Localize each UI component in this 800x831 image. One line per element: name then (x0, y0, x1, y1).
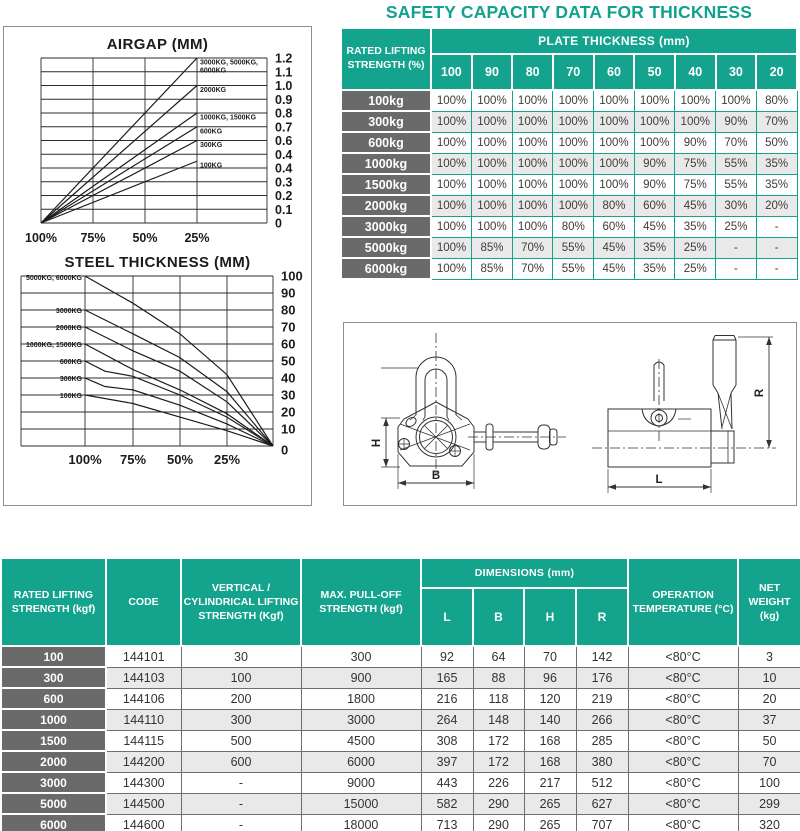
safety-capacity-cell: 70% (716, 132, 757, 153)
spec-value-cell: 600 (181, 751, 301, 772)
safety-capacity-cell: 55% (553, 237, 594, 258)
safety-table-row (341, 132, 797, 153)
spec-value-cell: 3000 (301, 709, 421, 730)
safety-table-row (341, 237, 797, 258)
thickness-col-header: 90 (472, 54, 513, 90)
airgap-series-label: 300KG (199, 142, 222, 149)
safety-capacity-cell: 90% (634, 153, 675, 174)
chart-text: 0.3 (274, 175, 292, 190)
spec-value-cell: 144101 (106, 646, 181, 667)
dim-label-l: L (655, 474, 663, 486)
spec-value-cell: 142 (576, 646, 628, 667)
safety-capacity-cell: 100% (553, 90, 594, 111)
spec-value-cell: 264 (421, 709, 473, 730)
chart-text: 0.4 (274, 161, 292, 176)
spec-table-row (1, 772, 800, 793)
safety-row-label: 1000kg (341, 153, 431, 174)
safety-table-row (341, 111, 797, 132)
spec-row-label: 1000 (1, 709, 106, 730)
spec-table-row (1, 688, 800, 709)
dimension-col-header: L (421, 588, 473, 646)
safety-capacity-cell: 100% (594, 90, 635, 111)
safety-capacity-cell: 60% (634, 195, 675, 216)
safety-capacity-cell: 25% (716, 216, 757, 237)
spec-value-cell: 50 (738, 730, 800, 751)
dim-label-r: R (754, 388, 766, 398)
spec-row-label: 3000 (1, 772, 106, 793)
safety-row-label: 1500kg (341, 174, 431, 195)
safety-capacity-cell: 100% (594, 153, 635, 174)
safety-capacity-cell: 55% (716, 174, 757, 195)
safety-capacity-cell: 100% (431, 132, 472, 153)
spec-value-cell: 300 (181, 709, 301, 730)
airgap-chart (5, 53, 311, 249)
safety-row-label: 600kg (341, 132, 431, 153)
spec-value-cell: 15000 (301, 793, 421, 814)
front-view-drawing (381, 333, 566, 477)
page-title: SAFETY CAPACITY DATA FOR THICKNESS (385, 2, 753, 22)
safety-capacity-cell: 45% (594, 237, 635, 258)
dimension-col-header: B (473, 588, 524, 646)
safety-capacity-cell: 100% (472, 195, 513, 216)
spec-table-row (1, 730, 800, 751)
steel-chart-title: STEEL THICKNESS (MM) (64, 254, 251, 271)
spec-value-cell: 285 (576, 730, 628, 751)
spec-value-cell: 144110 (106, 709, 181, 730)
safety-row-label: 3000kg (341, 216, 431, 237)
chart-text: 100 (280, 271, 303, 284)
safety-group-header: PLATE THICKNESS (mm) (431, 28, 797, 54)
spec-value-cell: 172 (473, 751, 524, 772)
safety-capacity-cell: 60% (594, 216, 635, 237)
safety-header-row-1 (341, 28, 797, 54)
spec-value-cell: 144115 (106, 730, 181, 751)
spec-value-cell: <80°C (628, 772, 738, 793)
spec-header-dimensions: DIMENSIONS (mm) (421, 558, 628, 588)
spec-value-cell: 300 (301, 646, 421, 667)
safety-corner-header: RATED LIFTING STRENGTH (%) (341, 28, 431, 90)
safety-capacity-cell: 85% (472, 237, 513, 258)
spec-value-cell: 900 (301, 667, 421, 688)
safety-capacity-cell: 100% (431, 153, 472, 174)
spec-value-cell: 299 (738, 793, 800, 814)
safety-capacity-cell: 100% (431, 174, 472, 195)
chart-text: 70 (280, 319, 295, 335)
spec-value-cell: 290 (473, 793, 524, 814)
spec-value-cell: 144300 (106, 772, 181, 793)
spec-value-cell: 148 (473, 709, 524, 730)
spec-table-row (1, 646, 800, 667)
spec-value-cell: 1800 (301, 688, 421, 709)
chart-text: 1.2 (274, 53, 292, 66)
safety-capacity-cell: 100% (634, 132, 675, 153)
steel-series-label: 100KG (59, 393, 82, 400)
specification-table (0, 557, 800, 831)
thickness-col-header: 30 (716, 54, 757, 90)
spec-table-row (1, 814, 800, 831)
spec-value-cell: 217 (524, 772, 576, 793)
safety-table-row (341, 174, 797, 195)
safety-capacity-cell: 100% (634, 90, 675, 111)
spec-value-cell: 18000 (301, 814, 421, 831)
safety-capacity-cell: 35% (675, 216, 716, 237)
safety-capacity-cell: 30% (716, 195, 757, 216)
spec-row-label: 2000 (1, 751, 106, 772)
chart-text: 0 (280, 442, 288, 458)
safety-capacity-cell: 70% (512, 258, 553, 279)
thickness-col-header: 50 (634, 54, 675, 90)
dimension-col-header: H (524, 588, 576, 646)
steel-series-label: 2000KG (55, 325, 82, 332)
spec-value-cell: 443 (421, 772, 473, 793)
safety-capacity-cell: 100% (594, 174, 635, 195)
spec-value-cell: 627 (576, 793, 628, 814)
safety-capacity-cell: 100% (553, 132, 594, 153)
safety-capacity-cell: 100% (431, 195, 472, 216)
spec-value-cell: 308 (421, 730, 473, 751)
spec-value-cell: 70 (524, 646, 576, 667)
chart-text: 100% (24, 231, 57, 245)
spec-value-cell: 168 (524, 751, 576, 772)
chart-text: 0 (274, 216, 282, 231)
safety-capacity-cell: 100% (472, 90, 513, 111)
airgap-chart-title: AIRGAP (MM) (106, 36, 209, 53)
safety-capacity-cell: 35% (634, 237, 675, 258)
spec-header-vertical: VERTICAL / CYLINDRICAL LIFTING STRENGTH (Kgf) (181, 558, 301, 646)
airgap-series-label: 100KG (199, 162, 222, 170)
safety-capacity-cell: 35% (634, 258, 675, 279)
safety-capacity-cell: 35% (756, 153, 797, 174)
chart-text: 0.1 (274, 202, 292, 217)
spec-header-rated: RATED LIFTING STRENGTH (kgf) (1, 558, 106, 646)
chart-text: 0.8 (274, 106, 292, 121)
thickness-col-header: 80 (512, 54, 553, 90)
chart-text: 25% (213, 452, 240, 467)
spec-row-label: 6000 (1, 814, 106, 831)
thickness-col-header: 40 (675, 54, 716, 90)
spec-header-code: CODE (106, 558, 181, 646)
spec-value-cell: 10 (738, 667, 800, 688)
airgap-series-label: 2000KG (199, 87, 226, 94)
spec-value-cell: - (181, 772, 301, 793)
safety-table-row (341, 90, 797, 111)
dim-label-b: B (431, 470, 441, 482)
chart-text: 20 (280, 404, 295, 420)
chart-text: 50 (280, 353, 295, 369)
airgap-series-label: 6000KG (199, 67, 226, 75)
safety-capacity-cell: 80% (553, 216, 594, 237)
safety-row-label: 5000kg (341, 237, 431, 258)
spec-value-cell: 380 (576, 751, 628, 772)
airgap-series-label: 600KG (199, 128, 222, 136)
safety-capacity-cell: 100% (472, 153, 513, 174)
spec-header-operation: OPERATION TEMPERATURE (°C) (628, 558, 738, 646)
steel-thickness-chart (5, 271, 311, 484)
spec-value-cell: 144106 (106, 688, 181, 709)
safety-table-row (341, 216, 797, 237)
spec-value-cell: 70 (738, 751, 800, 772)
chart-text: 0.4 (274, 147, 292, 162)
spec-value-cell: 265 (524, 814, 576, 831)
safety-capacity-cell: 100% (675, 90, 716, 111)
safety-capacity-cell: - (716, 258, 757, 279)
chart-text: 60 (280, 336, 295, 352)
safety-capacity-cell: 100% (472, 216, 513, 237)
safety-row-label: 100kg (341, 90, 431, 111)
thickness-col-header: 70 (553, 54, 594, 90)
safety-capacity-cell: 100% (431, 90, 472, 111)
airgap-series-label: 3000KG, 5000KG, (199, 59, 258, 67)
spec-value-cell: <80°C (628, 793, 738, 814)
thickness-col-header: 60 (594, 54, 635, 90)
spec-value-cell: 320 (738, 814, 800, 831)
spec-value-cell: <80°C (628, 751, 738, 772)
safety-capacity-cell: 100% (716, 90, 757, 111)
spec-row-label: 600 (1, 688, 106, 709)
safety-capacity-cell: 90% (634, 174, 675, 195)
spec-value-cell: 219 (576, 688, 628, 709)
safety-capacity-cell: 70% (512, 237, 553, 258)
spec-value-cell: 100 (181, 667, 301, 688)
safety-capacity-cell: 100% (553, 195, 594, 216)
safety-capacity-cell: 80% (594, 195, 635, 216)
lifter-drawings (344, 323, 796, 505)
chart-text: 50% (131, 231, 158, 245)
safety-capacity-cell: 100% (634, 111, 675, 132)
safety-capacity-cell: 45% (675, 195, 716, 216)
safety-capacity-cell: 75% (675, 153, 716, 174)
safety-capacity-cell: 90% (675, 132, 716, 153)
spec-value-cell: 20 (738, 688, 800, 709)
safety-capacity-cell: 100% (431, 111, 472, 132)
spec-header-pulloff: MAX. PULL-OFF STRENGTH (kgf) (301, 558, 421, 646)
airgap-series-label: 1000KG, 1500KG (199, 114, 256, 122)
spec-value-cell: 100 (738, 772, 800, 793)
spec-value-cell: 144103 (106, 667, 181, 688)
safety-capacity-cell: 100% (512, 111, 553, 132)
safety-capacity-cell: 85% (472, 258, 513, 279)
spec-header-row-1 (1, 558, 800, 588)
spec-value-cell: 30 (181, 646, 301, 667)
spec-value-cell: 140 (524, 709, 576, 730)
chart-text: 0.9 (274, 92, 292, 107)
spec-value-cell: 64 (473, 646, 524, 667)
chart-text: 80 (280, 302, 295, 318)
safety-row-label: 2000kg (341, 195, 431, 216)
spec-value-cell: 397 (421, 751, 473, 772)
safety-capacity-cell: 100% (472, 132, 513, 153)
safety-capacity-cell: - (756, 216, 797, 237)
chart-text: 1.1 (274, 65, 292, 80)
chart-text: 0.2 (274, 189, 292, 203)
airgap-grid (41, 58, 267, 223)
spec-header-netweight: NET WEIGHT (kg) (738, 558, 800, 646)
chart-text: 75% (79, 231, 106, 245)
spec-value-cell: 168 (524, 730, 576, 751)
spec-value-cell: 265 (524, 793, 576, 814)
safety-table-row (341, 258, 797, 279)
chart-text: 10 (280, 421, 295, 437)
technical-drawing-panel (343, 322, 797, 506)
chart-text: 100% (67, 452, 102, 467)
safety-capacity-cell: 90% (716, 111, 757, 132)
spec-value-cell: <80°C (628, 814, 738, 831)
spec-value-cell: 165 (421, 667, 473, 688)
safety-capacity-cell: 100% (553, 174, 594, 195)
spec-value-cell: 120 (524, 688, 576, 709)
safety-capacity-cell: 100% (431, 237, 472, 258)
safety-capacity-cell: 100% (512, 174, 553, 195)
spec-value-cell: 582 (421, 793, 473, 814)
safety-capacity-cell: 25% (675, 258, 716, 279)
spec-value-cell: <80°C (628, 688, 738, 709)
spec-value-cell: <80°C (628, 730, 738, 751)
safety-capacity-cell: 70% (756, 111, 797, 132)
safety-capacity-cell: - (716, 237, 757, 258)
spec-table-row (1, 667, 800, 688)
spec-value-cell: 118 (473, 688, 524, 709)
spec-value-cell: 512 (576, 772, 628, 793)
spec-row-label: 1500 (1, 730, 106, 751)
spec-row-label: 5000 (1, 793, 106, 814)
spec-value-cell: 96 (524, 667, 576, 688)
spec-value-cell: 9000 (301, 772, 421, 793)
spec-value-cell: 3 (738, 646, 800, 667)
chart-text: 40 (280, 370, 295, 386)
spec-value-cell: 92 (421, 646, 473, 667)
safety-capacity-cell: 100% (512, 153, 553, 174)
safety-capacity-cell: 20% (756, 195, 797, 216)
chart-text: 30 (280, 387, 295, 403)
side-view-dimensions (608, 337, 773, 493)
steel-series-label: 5000KG, 6000KG (25, 275, 82, 282)
safety-capacity-cell: 100% (512, 90, 553, 111)
safety-capacity-cell: 100% (675, 111, 716, 132)
charts-panel (3, 26, 312, 506)
safety-capacity-cell: 35% (756, 174, 797, 195)
thickness-col-header: 20 (756, 54, 797, 90)
spec-value-cell: 290 (473, 814, 524, 831)
safety-capacity-cell: - (756, 258, 797, 279)
dimension-col-header: R (576, 588, 628, 646)
safety-capacity-table (340, 27, 798, 280)
spec-value-cell: 144500 (106, 793, 181, 814)
spec-value-cell: 200 (181, 688, 301, 709)
spec-value-cell: 172 (473, 730, 524, 751)
safety-capacity-cell: 25% (675, 237, 716, 258)
safety-capacity-cell: 45% (634, 216, 675, 237)
spec-table-body (1, 646, 800, 831)
spec-value-cell: 707 (576, 814, 628, 831)
side-view-drawing (592, 336, 776, 468)
chart-text: 0.7 (274, 120, 292, 135)
safety-capacity-cell: 100% (472, 111, 513, 132)
steel-grid (21, 276, 273, 446)
chart-text: 25% (183, 231, 210, 245)
chart-text: 90 (280, 285, 295, 301)
spec-value-cell: 144200 (106, 751, 181, 772)
spec-table-row (1, 709, 800, 730)
spec-table-row (1, 793, 800, 814)
spec-value-cell: 713 (421, 814, 473, 831)
safety-capacity-cell: 100% (431, 216, 472, 237)
spec-value-cell: <80°C (628, 667, 738, 688)
spec-value-cell: 216 (421, 688, 473, 709)
spec-value-cell: 500 (181, 730, 301, 751)
safety-capacity-cell: 75% (675, 174, 716, 195)
chart-text: 0.6 (274, 134, 292, 148)
safety-capacity-cell: 80% (756, 90, 797, 111)
chart-text: 50% (166, 452, 193, 467)
safety-row-label: 6000kg (341, 258, 431, 279)
spec-value-cell: 226 (473, 772, 524, 793)
safety-capacity-cell: 100% (512, 216, 553, 237)
spec-value-cell: 144600 (106, 814, 181, 831)
steel-series-label: 3000KG (55, 308, 82, 315)
safety-capacity-cell: 100% (512, 195, 553, 216)
dim-label-h: H (371, 438, 383, 448)
spec-value-cell: <80°C (628, 709, 738, 730)
spec-value-cell: 266 (576, 709, 628, 730)
safety-capacity-cell: 100% (594, 132, 635, 153)
safety-capacity-cell: 100% (512, 132, 553, 153)
safety-capacity-cell: 50% (756, 132, 797, 153)
spec-row-label: 100 (1, 646, 106, 667)
safety-table-body (341, 90, 797, 279)
steel-series-label: 600KG (59, 359, 82, 366)
safety-capacity-cell: 100% (431, 258, 472, 279)
spec-row-label: 300 (1, 667, 106, 688)
safety-capacity-cell: 100% (553, 111, 594, 132)
spec-value-cell: - (181, 793, 301, 814)
spec-value-cell: 37 (738, 709, 800, 730)
chart-text: 75% (119, 452, 146, 467)
safety-capacity-cell: 100% (472, 174, 513, 195)
safety-capacity-cell: 100% (594, 111, 635, 132)
spec-value-cell: <80°C (628, 646, 738, 667)
safety-capacity-cell: 55% (716, 153, 757, 174)
spec-value-cell: 6000 (301, 751, 421, 772)
spec-value-cell: - (181, 814, 301, 831)
safety-capacity-cell: 55% (553, 258, 594, 279)
safety-capacity-cell: - (756, 237, 797, 258)
steel-series-label: 1000KG, 1500KG (25, 342, 82, 349)
chart-text: 1.0 (274, 79, 292, 93)
safety-table-row (341, 153, 797, 174)
safety-row-label: 300kg (341, 111, 431, 132)
thickness-col-header: 100 (431, 54, 472, 90)
safety-table-row (341, 195, 797, 216)
spec-value-cell: 88 (473, 667, 524, 688)
spec-value-cell: 176 (576, 667, 628, 688)
safety-capacity-cell: 45% (594, 258, 635, 279)
steel-series-label: 300KG (59, 376, 82, 383)
spec-value-cell: 4500 (301, 730, 421, 751)
safety-capacity-cell: 100% (553, 153, 594, 174)
spec-table-row (1, 751, 800, 772)
